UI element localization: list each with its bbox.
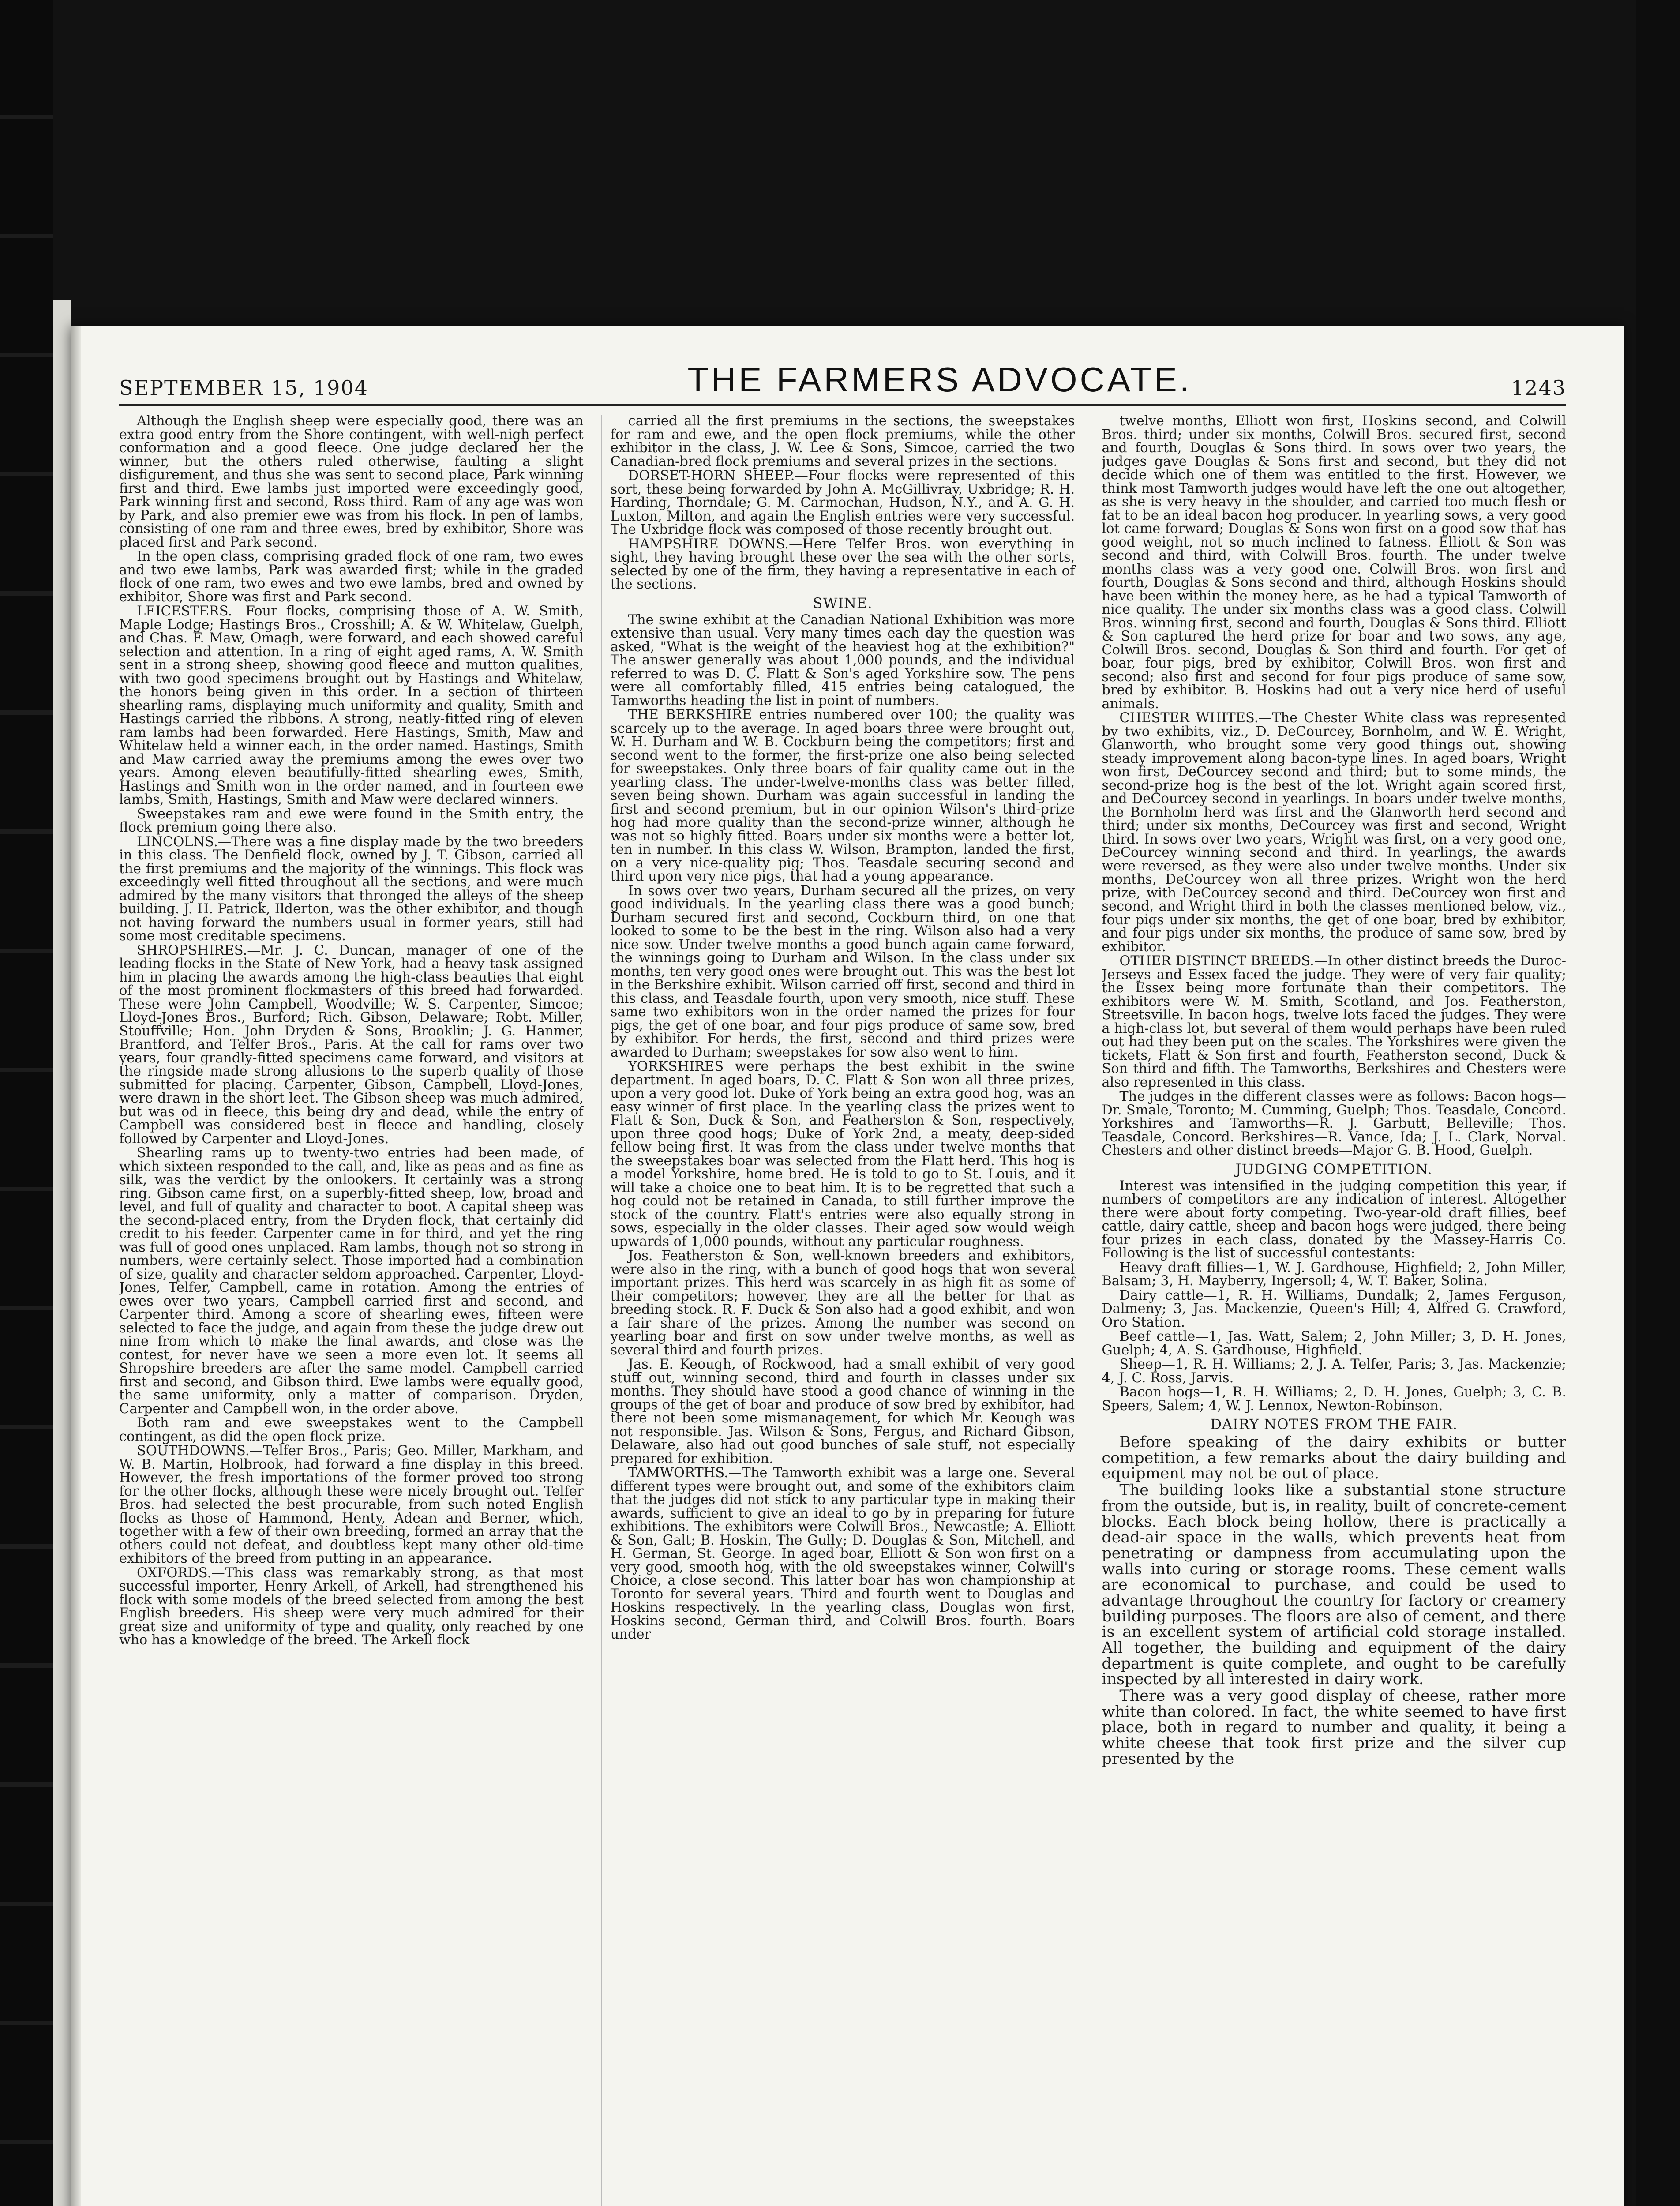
paragraph: LINCOLNS.—There was a fine display made by the two breeders in this class. The Denfield flock, owned by J. T. Gibson, carried all the first premiums and the majority of the winnings. This flock was exceedingly well fitted throughout all the sections, and were much admired by the many visitors that thronged the alleys of the sheep building. J. H. Patrick, Ilderton, was the other exhibitor, and though not having forward the numbers usual in former years, still had some most creditable specimens. — [119, 834, 584, 944]
paragraph: Beef cattle—1, Jas. Watt, Salem; 2, John Miller; 3, D. H. Jones, Guelph; 4, A. S. Gardhouse, Highfield. — [1102, 1329, 1567, 1358]
column-2 — [601, 415, 1084, 2206]
paragraph: The swine exhibit at the Canadian National Exhibition was more extensive than usual. Very many times each day the question was asked, "What is the weight of the heaviest hog at the exhibition?" The answer generally was about 1,000 pounds, and the individual referred to was D. C. Flatt & Son's aged Yorkshire sow. The pens were all comfortably filled, 415 entries being catalogued, the Tamworths heading the list in point of numbers. — [610, 612, 1075, 709]
paragraph: YORKSHIRES were perhaps the best exhibit in the swine department. In aged boars, D. C. Flatt & Son won all three prizes, upon a very good lot. Duke of York being an extra good hog, was an easy winner of first place. In the yearling class the prizes went to Flatt & Son, Duck & Son, and Featherston & Son, respectively, upon three good hogs; Duke of York 2nd, a meaty, deep-sided fellow being first. It was from the class under twelve months that the sweepstakes boar was selected from the Flatt herd. This hog is a model Yorkshire, home bred. He is told to go to St. Louis, and it will take a choice one to beat him. It is to be regretted that such a hog could not be retained in Canada, to still further improve the stock of the country. Flatt's entries were also equally strong in sows, especially in the older classes. Their aged sow would weigh upwards of 1,000 pounds, without any particular roughness. — [610, 1059, 1075, 1249]
paragraph: LEICESTERS.—Four flocks, comprising those of A. W. Smith, Maple Lodge; Hastings Bros., Crosshill; A. & W. Whitelaw, Guelph, and Chas. F. Maw, Omagh, were forward, and each showed careful selection and attention. In a ring of eight aged rams, A. W. Smith sent in a strong sheep, showing good fleece and mutton qualities, with two good specimens brought out by Hastings and Whitelaw, the honors being given in this order. In a section of thirteen shearling rams, displaying much uniformity and quality, Smith and Hastings carried the ribbons. A strong, neatly-fitted ring of eleven ram lambs had been forwarded. Here Hastings, Smith, Maw and Whitelaw held a winner each, in the order named. Hastings, Smith and Maw carried away the premiums among the ewes over two years. Among eleven beautifully-fitted shearling ewes, Smith, Hastings and Smith won in the order named, and in fourteen ewe lambs, Smith, Hastings, Smith and Maw were declared winners. — [119, 604, 584, 807]
paragraph: Before speaking of the dairy exhibits or butter competition, a few remarks about the dairy building and equipment may not be out of place. — [1102, 1433, 1567, 1483]
newspaper-page — [71, 326, 1624, 2206]
paragraph: Sweepstakes ram and ewe were found in the Smith entry, the flock premium going there also. — [119, 806, 584, 835]
paragraph: Interest was intensified in the judging competition this year, if numbers of competitors are any indication of interest. Altogether there were about forty competing. Two-year-old draft fillies, beef cattle, dairy cattle, sheep and bacon hogs were judged, there being four prizes in each class, donated by the Massey-Harris Co. Following is the list of successful contestants: — [1102, 1178, 1567, 1261]
paragraph: Jas. E. Keough, of Rockwood, had a small exhibit of very good stuff out, winning second, third and fourth in classes under six months. They should have stood a good chance of winning in the groups of the get of boar and produce of sow bred by exhibitor, had there not been some mismanagement, for which Mr. Keough was not responsible. Jas. Wilson & Sons, Fergus, and Richard Gibson, Delaware, also had out good bunches of sale stuff, not especially prepared for exhibition. — [610, 1357, 1075, 1467]
page-spine-shadow — [71, 326, 81, 2206]
paragraph: Jos. Featherston & Son, well-known breeders and exhibitors, were also in the ring, with a bunch of good hogs that won several important prizes. This herd was scarcely in as high fit as some of their competitors; however, they are all the better for that as breeding stock. R. F. Duck & Son also had a good exhibit, and won a fair share of the prizes. Among the number was second on yearling boar and first on sow under twelve months, as well as several third and fourth prizes. — [610, 1248, 1075, 1358]
paragraph: Bacon hogs—1, R. H. Williams; 2, D. H. Jones, Guelph; 3, C. B. Speers, Salem; 4, W. J. Lennox, Newton-Robinson. — [1102, 1384, 1567, 1414]
paragraph: There was a very good display of cheese, rather more white than colored. In fact, the white seemed to have first place, both in regard to number and quality, it being a white cheese that took first prize and the silver cup presented by the — [1102, 1687, 1567, 1768]
paragraph: Although the English sheep were especially good, there was an extra good entry from the Shore contingent, with well-nigh perfect conformation and a good fleece. One judge declared her the winner, but the others ruled otherwise, faulting a slight disfigurement, and thus she was sent to second place, Park winning first and third. Ewe lambs just imported were exceedingly good, Park winning first and second, Ross third. Ram of any age was won by Park, and also premier ewe was from his flock. In pen of lambs, consisting of one ram and three ewes, bred by exhibitor, Shore was placed first and Park second. — [119, 415, 584, 550]
paragraph: In sows over two years, Durham secured all the prizes, on very good individuals. In the yearling class there was a good bunch; Durham secured first and second, Cockburn third, on one that looked to some to be the best in the ring. Wilson also had a very nice sow. Under twelve months a good bunch again came forward, the winnings going to Durham and Wilson. In the class under six months, ten very good ones were brought out. This was the best lot in the Berkshire exhibit. Wilson carried off first, second and third in this class, and Teasdale fourth, upon very smooth, nice stuff. These same two exhibitors won in the order named the prizes for four pigs, the get of one boar, and four pigs produce of same sow, bred by exhibitor. For herds, the first, second and third prizes were awarded to Durham; sweepstakes for sow also went to him. — [610, 883, 1075, 1060]
paragraph: Both ram and ewe sweepstakes went to the Campbell contingent, as did the open flock prize. — [119, 1415, 584, 1444]
paragraph: SOUTHDOWNS.—Telfer Bros., Paris; Geo. Miller, Markham, and W. B. Martin, Holbrook, had forward a fine display in this breed. However, the fresh importations of the former proved too strong for the other flocks, although these were nicely brought out. Telfer Bros. had selected the best procurable, from such noted English flocks as those of Hammond, Henty, Adean and Berner, which, together with a few of their own breeding, formed an array that the others could not defeat, and doubtless kept many other old-time exhibitors of the breed from putting in an appearance. — [119, 1443, 584, 1566]
paragraph: THE BERKSHIRE entries numbered over 100; the quality was scarcely up to the average. In aged boars three were brought out, W. H. Durham and W. B. Cockburn being the competitors; first and second went to the former, the first-prize one also being selected for sweepstakes. Only three boars of fair quality came out in the yearling class. The under-twelve-months class was better filled, seven being shown. Durham was again successful in landing the first and second premium, but in our opinion Wilson's third-prize hog had more quality than the second-prize winner, although he was not so highly fitted. Boars under six months were a better lot, ten in number. In this class W. Wilson, Brampton, landed the first, on a very nice-quality pig; Thos. Teasdale securing second and third upon very nice pigs, that had a young appearance. — [610, 707, 1075, 884]
paragraph: Dairy cattle—1, R. H. Williams, Dundalk; 2, James Ferguson, Dalmeny; 3, Jas. Mackenzie, Queen's Hill; 4, Alfred G. Crawford, Oro Station. — [1102, 1287, 1567, 1330]
column-1 — [119, 415, 584, 2206]
section-heading-swine: SWINE. — [813, 594, 873, 612]
column-3 — [1102, 415, 1566, 2206]
paragraph: In the open class, comprising graded flock of one ram, two ewes and two ewe lambs, Park was awarded first; while in the graded flock of one ram, two ewes and two ewe lambs, bred and owned by exhibitor, Shore was first and Park second. — [119, 549, 584, 605]
article-columns — [119, 415, 1566, 2206]
page-number: 1243 — [1511, 376, 1566, 400]
paragraph: carried all the first premiums in the sections, the sweepstakes for ram and ewe, and the open flock premiums, while the other exhibitor in the class, J. W. Lee & Sons, Simcoe, carried the two Canadian-bred flock premiums and several prizes in the sections. — [610, 415, 1075, 469]
film-edge-right — [1636, 0, 1680, 2206]
paragraph: The judges in the different classes were as follows: Bacon hogs—Dr. Smale, Toronto; M. Cumming, Guelph; Thos. Teasdale, Concord. Yorkshires and Tamworths—R. J. Garbutt, Belleville; Thos. Teasdale, Concord. Berkshires—R. Vance, Ida; J. L. Clark, Norval. Chesters and other distinct breeds—Major G. B. Hood, Guelph. — [1102, 1089, 1567, 1158]
paragraph: The building looks like a substantial stone structure from the outside, but is, in reality, built of concrete-cement blocks. Each block being hollow, there is practically a dead-air space in the walls, which prevents heat from penetrating or dampness from accumulating upon the walls into curing or storage rooms. These cement walls are economical to purchase, and could be used to advantage throughout the country for factory or creamery building purposes. The floors are also of cement, and there is an excellent system of artificial cold storage installed. All together, the building and equipment of the dairy department is quite complete, and ought to be carefully inspected by all interested in dairy work. — [1102, 1482, 1567, 1688]
paragraph: HAMPSHIRE DOWNS.—Here Telfer Bros. won everything in sight, they having brought these over the sea with the other sorts, selected by one of the firm, they having a representative in each of the sections. — [610, 536, 1075, 592]
paragraph: CHESTER WHITES.—The Chester White class was represented by two exhibits, viz., D. DeCourcey, Bornholm, and W. E. Wright, Glanworth, who brought some very good things out, showing steady improvement along bacon-type lines. In aged boars, Wright won first, DeCourcey second and third; but to some minds, the second-prize hog is the best of the lot. Wright again scored first, and DeCourcey second in yearlings. In boars under twelve months, the Bornholm herd was first and the Glanworth herd second and third; under six months, DeCourcey was first and second, Wright third. In sows over two years, Wright was first, on a very good one, DeCourcey winning second and third. In yearlings, the awards were reversed, as they were also under twelve months. Under six months, DeCourcey won all three prizes. Wright won the herd prize, with DeCourcey second and third. DeCourcey won first and second, and Wright third in both the classes mentioned below, viz., four pigs under six months, the get of one boar, bred by exhibitor, and four pigs under six months, the produce of same sow, bred by exhibitor. — [1102, 710, 1567, 955]
paragraph: DORSET-HORN SHEEP.—Four flocks were represented of this sort, these being forwarded by John A. McGillivray, Uxbridge; R. H. Harding, Thorndale; G. M. Carmochan, Hudson, N.Y., and A. G. H. Luxton, Milton, and again the English entries were very successful. The Uxbridge flock was composed of those recently brought out. — [610, 468, 1075, 537]
masthead-title: THE FARMERS ADVOCATE. — [687, 360, 1192, 399]
previous-page-edge — [53, 300, 71, 2206]
paragraph: twelve months, Elliott won first, Hoskins second, and Colwill Bros. third; under six months, Colwill Bros. secured first, second and fourth, Douglas & Sons third. In sows over two years, the judges gave Douglas & Sons first and second, but they did not decide which one of them was entitled to the first. However, we think most Tamworth judges would have left the one out altogether, as she is very heavy in the shoulder, and carried too much flesh or fat to be an ideal bacon hog producer. In yearling sows, a very good lot came forward; Douglas & Sons won first on a good sow that has good weight, not so much inclined to fatness. Elliott & Son was second and third, with Colwill Bros. fourth. The under twelve months class was a very good one. Colwill Bros. won first and fourth, Douglas & Sons second and third, although Hoskins should have been within the money here, as he had a typical Tamworth of nice quality. The under six months class was a good class. Colwill Bros. winning first, second and fourth, Douglas & Sons third. Elliott & Son captured the herd prize for boar and two sows, any age, Colwill Bros. second, Douglas & Son third and fourth. For get of boar, four pigs, bred by exhibitor, Colwill Bros. won first and second; also first and second for four pigs produce of same sow, bred by exhibitor. B. Hoskins had out a very nice herd of useful animals. — [1102, 415, 1567, 712]
dairy-notes-block — [1102, 1435, 1566, 1767]
film-edge-left — [0, 0, 53, 2206]
page-header — [119, 353, 1566, 406]
paragraph: OXFORDS.—This class was remarkably strong, as that most successful importer, Henry Arkell, of Arkell, had strengthened his flock with some models of the breed selected from among the best English breeders. His sheep were very much admired for their great size and uniformity of type and quality, only reached by one who has a knowledge of the breed. The Arkell flock — [119, 1565, 584, 1648]
paragraph: OTHER DISTINCT BREEDS.—In other distinct breeds the Duroc-Jerseys and Essex faced the judge. They were of very fair quality; the Essex being more fortunate than their competitors. The exhibitors were W. M. Smith, Scotland, and Jos. Featherston, Streetsville. In bacon hogs, twelve lots faced the judges. They were a high-class lot, but several of them would perhaps have been ruled out had they been put on the scales. The Yorkshires were given the tickets, Flatt & Son first and fourth, Featherston second, Duck & Son third and fifth. The Tamworths, Berkshires and Chesters were also represented in this class. — [1102, 953, 1567, 1090]
section-heading-dairy: DAIRY NOTES FROM THE FAIR. — [1210, 1416, 1458, 1433]
paragraph: Shearling rams up to twenty-two entries had been made, of which sixteen responded to the call, and, like as peas and as fine as silk, was the verdict by the onlookers. It certainly was a strong ring. Gibson came first, on a superbly-fitted sheep, low, broad and level, and full of quality and character to boot. A capital sheep was the second-placed entry, from the Dryden flock, that certainly did credit to his feeder. Carpenter came in for third, and yet the ring was full of good ones unplaced. Ram lambs, though not so strong in numbers, were certainly select. Those imported had a combination of size, quality and character seldom approached. Carpenter, Lloyd-Jones, Telfer, Campbell, came in rotation. Among the entries of ewes over two years, Campbell carried first and second, and Carpenter third. Among a score of shearling ewes, fifteen were selected to face the judge, and again from these the judge drew out nine from which to make the final awards, and close was the contest, for never have we seen a more even lot. It seems all Shropshire breeders are after the same model. Campbell carried first and second, and Gibson third. Ewe lambs were equally good, the same uniformity, only a matter of comparison. Dryden, Carpenter and Campbell won, in the order above. — [119, 1145, 584, 1417]
paragraph: TAMWORTHS.—The Tamworth exhibit was a large one. Several different types were brought out, and some of the exhibitors claim that the judges did not stick to any particular type in making their awards, sufficient to give an ideal to go by in preparing for future exhibitions. The exhibitors were Colwill Bros., Newcastle; A. Elliott & Son, Galt; B. Hoskin, The Gully; D. Douglas & Son, Mitchell, and H. German, St. George. In aged boar, Elliott & Son won first on a very good, smooth hog, with the old sweepstakes winner, Colwill's Choice, a close second. This latter boar has won championship at Toronto for several years. Third and fourth went to Douglas and Hoskins respectively. In the yearling class, Douglas won first, Hoskins second, German third, and Colwill Bros. fourth. Boars under — [610, 1465, 1075, 1642]
paragraph: Sheep—1, R. H. Williams; 2, J. A. Telfer, Paris; 3, Jas. Mackenzie; 4, J. C. Ross, Jarvis. — [1102, 1357, 1567, 1386]
issue-date: SEPTEMBER 15, 1904 — [119, 376, 368, 400]
section-heading-judging: JUDGING COMPETITION. — [1235, 1160, 1432, 1178]
paragraph: SHROPSHIRES.—Mr. J. C. Duncan, manager of one of the leading flocks in the State of New York, had a heavy task assigned him in placing the awards among the high-class beauties that eight of the most prominent flockmasters of this breed had forwarded. These were John Campbell, Woodville; W. S. Carpenter, Simcoe; Lloyd-Jones Bros., Burford; Rich. Gibson, Delaware; Robt. Miller, Stouffville; Hon. John Dryden & Sons, Brooklin; J. G. Hanmer, Brantford, and Telfer Bros., Paris. At the call for rams over two years, four grandly-fitted specimens came forward, and visitors at the ringside made strong allusions to the superb quality of those submitted for placing. Carpenter, Gibson, Campbell, Lloyd-Jones, were drawn in the short leet. The Gibson sheep was much admired, but was od in fleece, this being dry and dead, while the entry of Campbell was considered best in fleece and handling, closely followed by Carpenter and Lloyd-Jones. — [119, 942, 584, 1147]
paragraph: Heavy draft fillies—1, W. J. Gardhouse, Highfield; 2, John Miller, Balsam; 3, H. Mayberry, Ingersoll; 4, W. T. Baker, Solina. — [1102, 1260, 1567, 1289]
